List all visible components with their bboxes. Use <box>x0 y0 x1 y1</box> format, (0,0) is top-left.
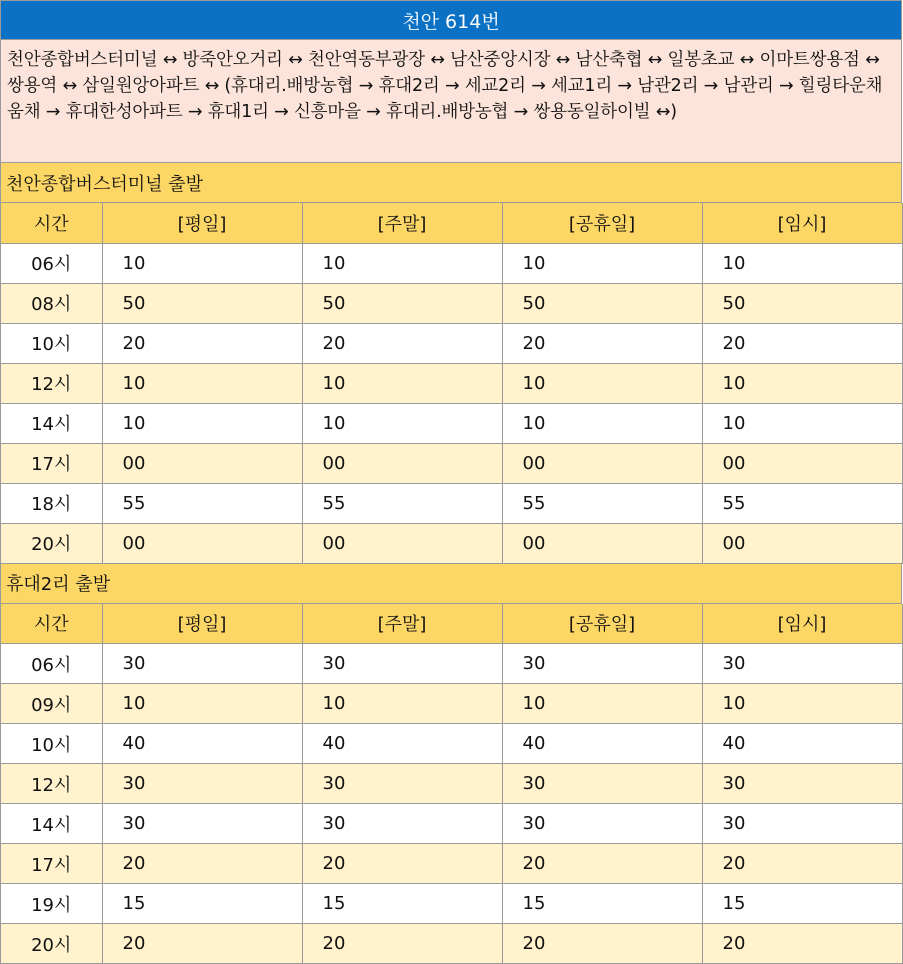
minute-cell: 10 <box>102 243 302 283</box>
minute-cell: 30 <box>702 644 902 684</box>
minute-cell: 10 <box>302 403 502 443</box>
column-header: [평일] <box>102 203 302 243</box>
minute-cell: 50 <box>702 283 902 323</box>
table-row <box>1 243 902 283</box>
hour-cell: 06시 <box>1 644 102 684</box>
table-row <box>1 403 902 443</box>
minute-cell: 55 <box>702 483 902 523</box>
minute-cell: 50 <box>302 283 502 323</box>
minute-cell: 30 <box>302 804 502 844</box>
section-title: 휴대2리 출발 <box>1 564 902 604</box>
column-header: 시간 <box>1 604 102 644</box>
minute-cell: 15 <box>502 884 702 924</box>
minute-cell: 00 <box>302 523 502 563</box>
minute-cell: 20 <box>502 323 702 363</box>
minute-cell: 10 <box>102 363 302 403</box>
minute-cell: 30 <box>502 804 702 844</box>
column-header: [공휴일] <box>502 203 702 243</box>
hour-cell: 17시 <box>1 443 102 483</box>
hour-cell: 06시 <box>1 243 102 283</box>
hour-cell: 09시 <box>1 684 102 724</box>
minute-cell: 20 <box>102 844 302 884</box>
minute-cell: 30 <box>102 804 302 844</box>
table-row <box>1 283 902 323</box>
column-header: [주말] <box>302 604 502 644</box>
hour-cell: 20시 <box>1 523 102 563</box>
hour-cell: 08시 <box>1 283 102 323</box>
minute-cell: 40 <box>502 724 702 764</box>
minute-cell: 15 <box>102 884 302 924</box>
hour-cell: 14시 <box>1 804 102 844</box>
table-row <box>1 323 902 363</box>
minute-cell: 50 <box>102 283 302 323</box>
minute-cell: 00 <box>502 523 702 563</box>
minute-cell: 00 <box>302 443 502 483</box>
schedule-table <box>1 203 903 564</box>
minute-cell: 55 <box>302 483 502 523</box>
column-header: [공휴일] <box>502 604 702 644</box>
minute-cell: 40 <box>302 724 502 764</box>
minute-cell: 20 <box>302 323 502 363</box>
table-row <box>1 523 902 563</box>
table-row <box>1 443 902 483</box>
minute-cell: 10 <box>702 684 902 724</box>
minute-cell: 10 <box>702 403 902 443</box>
table-row <box>1 483 902 523</box>
minute-cell: 50 <box>502 283 702 323</box>
minute-cell: 30 <box>502 764 702 804</box>
minute-cell: 00 <box>102 523 302 563</box>
minute-cell: 20 <box>702 924 902 964</box>
hour-cell: 12시 <box>1 363 102 403</box>
minute-cell: 00 <box>502 443 702 483</box>
hour-cell: 20시 <box>1 924 102 964</box>
minute-cell: 10 <box>102 684 302 724</box>
table-row <box>1 684 902 724</box>
minute-cell: 10 <box>102 403 302 443</box>
minute-cell: 40 <box>702 724 902 764</box>
schedule-table <box>1 604 903 964</box>
column-header: 시간 <box>1 203 102 243</box>
minute-cell: 30 <box>302 644 502 684</box>
minute-cell: 00 <box>102 443 302 483</box>
minute-cell: 20 <box>502 844 702 884</box>
minute-cell: 10 <box>502 403 702 443</box>
table-row <box>1 884 902 924</box>
hour-cell: 14시 <box>1 403 102 443</box>
minute-cell: 30 <box>702 764 902 804</box>
minute-cell: 15 <box>702 884 902 924</box>
column-header: [임시] <box>702 203 902 243</box>
minute-cell: 30 <box>702 804 902 844</box>
minute-cell: 20 <box>702 844 902 884</box>
minute-cell: 15 <box>302 884 502 924</box>
header-row <box>1 604 902 644</box>
minute-cell: 55 <box>102 483 302 523</box>
minute-cell: 10 <box>502 243 702 283</box>
minute-cell: 20 <box>302 924 502 964</box>
minute-cell: 30 <box>302 764 502 804</box>
minute-cell: 10 <box>702 363 902 403</box>
table-row <box>1 804 902 844</box>
column-header: [평일] <box>102 604 302 644</box>
minute-cell: 20 <box>502 924 702 964</box>
hour-cell: 18시 <box>1 483 102 523</box>
minute-cell: 10 <box>502 684 702 724</box>
table-row <box>1 363 902 403</box>
table-row <box>1 764 902 804</box>
column-header: [임시] <box>702 604 902 644</box>
page-title: 천안 614번 <box>1 1 902 40</box>
minute-cell: 20 <box>102 924 302 964</box>
minute-cell: 55 <box>502 483 702 523</box>
minute-cell: 30 <box>102 644 302 684</box>
hour-cell: 17시 <box>1 844 102 884</box>
minute-cell: 30 <box>502 644 702 684</box>
timetable-sections <box>1 163 902 964</box>
hour-cell: 10시 <box>1 323 102 363</box>
minute-cell: 20 <box>302 844 502 884</box>
minute-cell: 20 <box>102 323 302 363</box>
minute-cell: 00 <box>702 443 902 483</box>
hour-cell: 12시 <box>1 764 102 804</box>
minute-cell: 10 <box>302 243 502 283</box>
minute-cell: 10 <box>302 684 502 724</box>
hour-cell: 19시 <box>1 884 102 924</box>
header-row <box>1 203 902 243</box>
table-row <box>1 644 902 684</box>
hour-cell: 10시 <box>1 724 102 764</box>
minute-cell: 40 <box>102 724 302 764</box>
route-description: 천안종합버스터미널 ↔ 방죽안오거리 ↔ 천안역동부광장 ↔ 남산중앙시장 ↔ 남산축협 ↔ 일봉초교 ↔ 이마트쌍용점 ↔ 쌍용역 ↔ 삼일원앙아파트 ↔ (휴대리.배방농협 → 휴대2리 → 세교2리 → 세교1리 → 남관2리 → 남관리 → 힐링타운채움채 → 휴대한성아파트 → 휴대1리 → 신흥마을 → 휴대리.배방농협 → 쌍용동일하이빌 ↔) <box>1 40 902 163</box>
minute-cell: 30 <box>102 764 302 804</box>
section-title: 천안종합버스터미널 출발 <box>1 163 902 203</box>
minute-cell: 10 <box>502 363 702 403</box>
table-row <box>1 844 902 884</box>
minute-cell: 20 <box>702 323 902 363</box>
column-header: [주말] <box>302 203 502 243</box>
table-row <box>1 924 902 964</box>
minute-cell: 10 <box>702 243 902 283</box>
table-row <box>1 724 902 764</box>
minute-cell: 00 <box>702 523 902 563</box>
minute-cell: 10 <box>302 363 502 403</box>
